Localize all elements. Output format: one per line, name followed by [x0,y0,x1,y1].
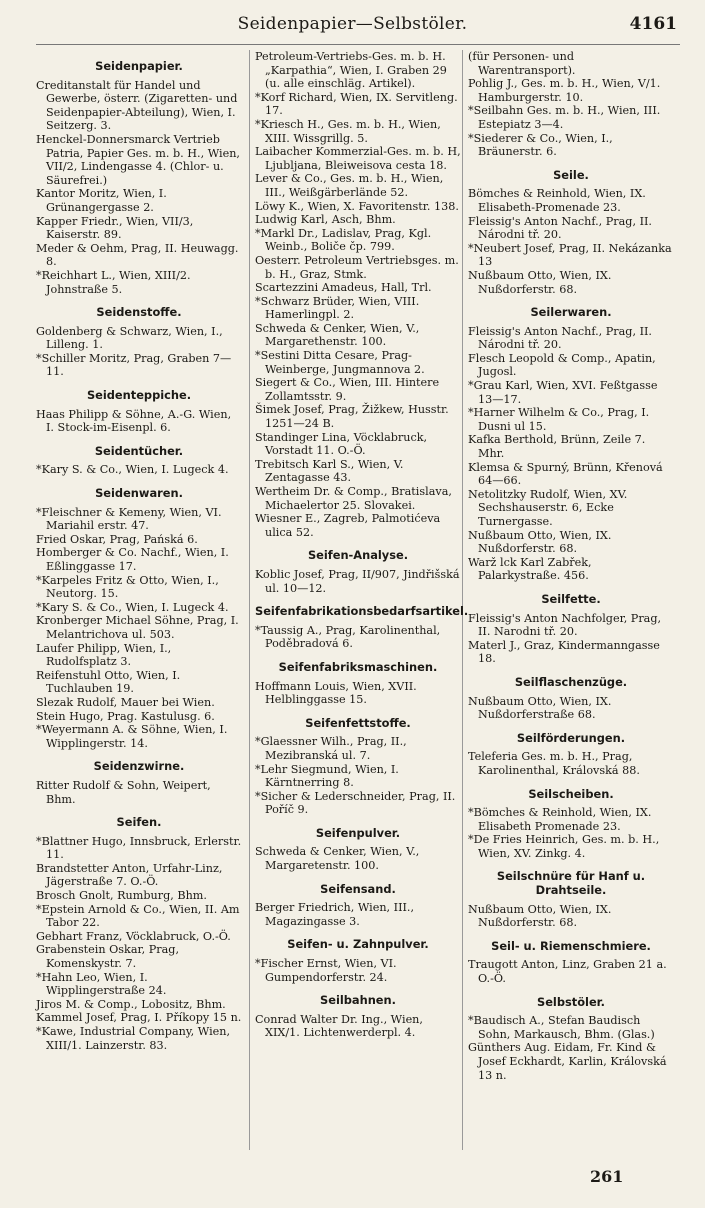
directory-entry: Jiros M. & Comp., Lobositz, Bhm. [36,997,226,1011]
directory-entry: *Harner Wilhelm & Co., Prag, I. Dusni ul 15. [468,406,650,433]
directory-entry: Schweda & Cenker, Wien, V., Margaretenstr. 100. [255,845,420,873]
section-heading: Seidenteppiche. [86,388,192,403]
directory-entry: *Kriesch H., Ges. m. b. H., Wien, XIII. Wissgrillg. 5. [255,117,441,145]
section-heading: Seidentücher. [94,443,184,458]
directory-entry: Goldenberg & Schwarz, Wien, I., Lilleng. 1. [36,324,223,352]
directory-entry: Pohlig J., Ges. m. b. H., Wien, V/1. Hamburgerstr. 10. [468,77,661,104]
directory-entry: Gebhart Franz, Vöcklabruck, O.-Ö. [36,929,231,943]
directory-entry: Laufer Philipp, Wien, I., Rudolfsplatz 3. [36,641,172,669]
section-heading: Seidenzwirne. [93,759,185,774]
directory-entry: *Sicher & Lederschneider, Prag, II. Poříč 9. [255,789,456,817]
directory-entry: *Kary S. & Co., Wien, I. Lugeck 4. [36,600,229,614]
page-number: 4161 [629,14,677,34]
directory-entry: *Epstein Arnold & Co., Wien, II. Am Tabor 22. [36,902,240,930]
section-heading: Seilerwaren. [530,305,612,320]
directory-entry: *Taussig A., Prag, Karolinenthal, Poděbradová 6. [255,623,441,651]
directory-entry: Reifenstuhl Otto, Wien, I. Tuchlauben 19. [36,668,181,696]
directory-entry: Siegert & Co., Wien, III. Hintere Zollamtsstr. 9. [255,376,440,403]
directory-entry: Wiesner E., Zagreb, Palmotićeva ulica 52. [255,512,441,539]
directory-entry: Brandstetter Anton, Urfahr-Linz, Jägerstraße 7. O.-Ö. [36,861,223,889]
directory-entry: *Karpeles Fritz & Otto, Wien, I., Neutorg. 15. [36,573,219,601]
directory-entry: Brosch Gnolt, Rumburg, Bhm. [36,889,207,903]
directory-entry: Flesch Leopold & Comp., Apatin, Jugosl. [468,351,656,379]
directory-entry: *Glaessner Wilh., Prag, II., Mezibranská ul. 7. [255,735,407,762]
directory-entry: *Siederer & Co., Wien, I., Bräunerstr. 6. [468,131,613,159]
directory-entry: Trebitsch Karl S., Wien, V. Zentagasse 43. [255,457,404,485]
directory-entry: Koblic Josef, Prag, II/907, Jindřišská ul. 10—12. [255,567,460,595]
directory-entry: Slezak Rudolf, Mauer bei Wien. [36,695,215,709]
column-1 [36,50,242,1052]
section-heading: Seifen. [116,815,162,830]
directory-entry: Berger Friedrich, Wien, III., Magazingasse 3. [255,901,415,928]
directory-entry: *Markl Dr., Ladislav, Prag, Kgl. Weinb., Boliče čp. 799. [255,226,432,254]
column-3 [468,50,674,1082]
section-heading: Seifenfabrikationsbedarfsartikel. [255,604,469,619]
directory-entry: *Seilbahn Ges. m. b. H., Wien, III. Estepiatz 3—4. [468,104,661,131]
directory-entry: *Bömches & Reinhold, Wien, IX. Elisabeth Promenade 23. [468,806,652,833]
directory-entry: (für Personen- und Warentransport). [468,50,576,77]
section-heading: Seifen-Analyse. [307,548,409,563]
directory-entry: Ludwig Karl, Asch, Bhm. [255,213,396,227]
directory-entry: Kantor Moritz, Wien, I. Grünangergasse 2. [36,187,167,214]
directory-entry: Schweda & Cenker, Wien, V., Margarethenstr. 100. [255,321,420,349]
directory-entry: *Lehr Siegmund, Wien, I. Kärntnerring 8. [255,762,399,790]
section-heading: Seilförderungen. [516,730,626,745]
directory-entry: *Kawe, Industrial Company, Wien, XIII/1. Lainzerstr. 83. [36,1025,231,1052]
section-heading: Seidenwaren. [95,486,183,501]
directory-entry: Wertheim Dr. & Comp., Bratislava, Michaelertor 25. Slovakei. [255,485,452,512]
directory-entry: Fleissig's Anton Nachf., Prag, II. Národni tř. 20. [468,324,652,352]
directory-entry: Warž lck Karl Zabřek, Palarkystraße. 456. [468,555,592,583]
directory-entry: Kronberger Michael Söhne, Prag, I. Melantrichova ul. 503. [36,614,239,641]
directory-entry: *Baudisch A., Stefan Baudisch Sohn, Markausch, Bhm. (Glas.) [468,1014,655,1041]
section-heading: Seilflaschenzüge. [514,674,628,689]
section-heading: Seilscheiben. [528,786,614,801]
directory-entry: *De Fries Heinrich, Ges. m. b. H., Wien, XV. Zinkg. 4. [468,833,660,860]
directory-entry: *Reichhart L., Wien, XIII/2. Johnstraße 5. [36,268,191,296]
directory-entry: Nußbaum Otto, Wien, IX. Nußdorferstr. 68. [468,902,612,930]
directory-entry: Netolitzky Rudolf, Wien, XV. Sechshauserstr. 6, Ecke Turnergasse. [468,487,628,528]
column-2 [255,50,469,1040]
directory-entry: Materl J., Graz, Kindermanngasse 18. [468,638,660,666]
directory-entry: *Blattner Hugo, Innsbruck, Erlerstr. 11. [36,834,242,862]
directory-entry: Löwy K., Wien, X. Favoritenstr. 138. [255,199,459,213]
section-heading: Seifenfettstoffe. [305,715,411,730]
directory-entry: Bömches & Reinhold, Wien, IX. Elisabeth-Promenade 23. [468,187,646,214]
directory-entry: Klemsa & Spurný, Brünn, Křenová 64—66. [468,460,663,488]
section-heading: Seile. [553,167,589,182]
directory-entry: Kapper Friedr., Wien, VII/3, Kaiserstr. 89. [36,214,194,242]
directory-entry: Nußbaum Otto, Wien, IX. Nußdorferstr. 68. [468,528,612,556]
directory-entry: Homberger & Co. Nachf., Wien, I. Eßlinggasse 17. [36,546,229,573]
directory-entry: Teleferia Ges. m. b. H., Prag, Karolinenthal, Královská 88. [468,750,640,777]
footer-number: 261 [590,1167,624,1186]
directory-entry: Hoffmann Louis, Wien, XVII. Helblinggasse 15. [255,679,417,707]
directory-entry: *Schiller Moritz, Prag, Graben 7—11. [36,351,232,379]
section-heading: Seil- u. Riemenschmiere. [491,938,651,953]
directory-entry: Nußbaum Otto, Wien, IX. Nußdorferstraße 68. [468,694,612,722]
directory-entry: Nußbaum Otto, Wien, IX. Nußdorferstr. 68. [468,268,612,296]
section-heading: Seilschnüre für Hanf u. Drahtseile. [496,869,646,898]
directory-entry: Laibacher Kommerzial-Ges. m. b. H, Ljubljana, Bleiweisova cesta 18. [255,145,461,172]
directory-entry: Grabenstein Oskar, Prag, Komenskystr. 7. [36,943,179,971]
directory-entry: *Weyermann A. & Söhne, Wien, I. Wipplingerstr. 14. [36,723,228,750]
directory-entry: Petroleum-Vertriebs-Ges. m. b. H. „Karpathia“, Wien, I. Graben 29 (u. alle einschläg. Artikel). [255,50,447,91]
section-heading: Seifenpulver. [315,825,401,840]
directory-entry: Stein Hugo, Prag. Kastulusg. 6. [36,709,215,723]
directory-entry: *Hahn Leo, Wien, I. Wipplingerstraße 24. [36,970,167,998]
directory-entry: *Korf Richard, Wien, IX. Servitleng. 17. [255,90,458,118]
directory-entry: Fried Oskar, Prag, Pańská 6. [36,532,198,546]
section-heading: Seidenpapier. [95,59,183,73]
directory-entry: Conrad Walter Dr. Ing., Wien, XIX/1. Lichtenwerderpl. 4. [255,1012,423,1040]
section-heading: Seidenstoffe. [96,305,182,320]
section-heading: Seifen- u. Zahnpulver. [287,937,429,952]
directory-entry: Henckel-Donnersmarck Vertrieb Patria, Papier Ges. m. b. H., Wien, VII/2, Lindengasse 4. (Chlor- u. Säurefrei.) [36,132,240,187]
section-heading: Seifensand. [320,881,396,896]
directory-entry: *Sestini Ditta Cesare, Prag-Weinberge, Jungmannova 2. [255,349,425,376]
directory-entry: Standinger Lina, Vöcklabruck, Vorstadt 11. O.-Ö. [255,430,428,458]
directory-entry: Günthers Aug. Eidam, Fr. Kind & Josef Eckhardt, Karlin, Královská 13 n. [468,1041,667,1082]
directory-entry: Fleissig's Anton Nachfolger, Prag, II. Narodni tř. 20. [468,611,662,639]
running-title: Seidenpapier—Selbstöler. [237,14,468,34]
directory-entry: Šimek Josef, Prag, Žižkew, Husstr. 1251—24 B. [255,403,449,431]
directory-columns [36,50,680,1150]
directory-entry: *Grau Karl, Wien, XVI. Feßtgasse 13—17. [468,379,658,406]
directory-entry: Kammel Josef, Prag, I. Příkopy 15 n. [36,1011,242,1025]
page-header [0,14,705,40]
directory-entry: Oesterr. Petroleum Vertriebsges. m. b. H., Graz, Stmk. [255,253,459,281]
section-heading: Seilbahnen. [320,993,396,1008]
directory-entry: *Neubert Josef, Prag, II. Nekázanka 13 [468,241,672,269]
directory-entry: Traugott Anton, Linz, Graben 21 a. O.-Ö. [468,958,667,986]
directory-entry: *Schwarz Brüder, Wien, VIII. Hamerlingpl. 2. [255,294,420,322]
directory-entry: Lever & Co., Ges. m. b. H., Wien, III., Weißgärberlände 52. [255,172,444,199]
section-heading: Seilfette. [541,591,601,606]
directory-entry: *Fleischner & Kemeny, Wien, VI. Mariahil erstr. 47. [36,505,222,533]
directory-entry: *Fischer Ernst, Wien, VI. Gumpendorferstr. 24. [255,957,397,984]
header-rule [36,44,680,45]
directory-entry: Haas Philipp & Söhne, A.-G. Wien, I. Stock-im-Eisenpl. 6. [36,407,232,435]
directory-entry: Fleissig's Anton Nachf., Prag, II. Národni tř. 20. [468,214,652,242]
section-heading: Selbstöler. [537,994,605,1009]
directory-entry: Meder & Oehm, Prag, II. Heuwagg. 8. [36,241,239,269]
directory-entry: Ritter Rudolf & Sohn, Weipert, Bhm. [36,778,211,806]
directory-entry: Kafka Berthold, Brünn, Zeile 7. Mhr. [468,433,646,461]
section-heading: Seifenfabriksmaschinen. [278,659,438,674]
directory-entry: Scartezzini Amadeus, Hall, Trl. [255,281,432,295]
directory-entry: *Kary S. & Co., Wien, I. Lugeck 4. [36,463,229,477]
directory-entry: Creditanstalt für Handel und Gewerbe, österr. (Zigaretten- und Seidenpapier-Abteilung), Wien, I. Seitzerg. 3. [36,78,238,133]
